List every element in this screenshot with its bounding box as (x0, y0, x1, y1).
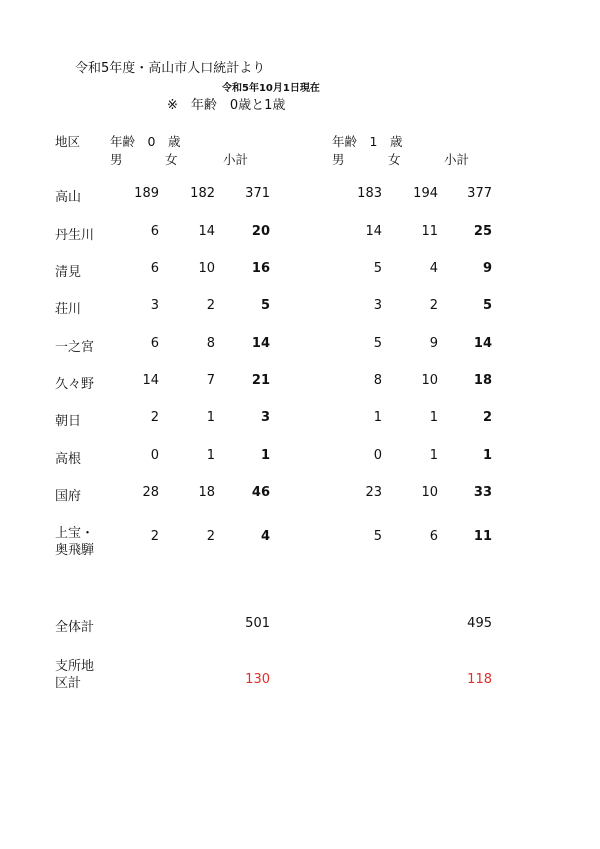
cell-age1-female: 11 (421, 224, 438, 239)
cell-age0-subtotal: 5 (260, 298, 270, 313)
cell-age0-male: 28 (142, 485, 159, 500)
row-region-label: 高山 (55, 190, 82, 205)
cell-age0-male: 6 (150, 336, 159, 351)
cell-age1-subtotal: 25 (473, 224, 492, 239)
cell-age1-male: 8 (373, 373, 382, 388)
cell-age1-subtotal: 2 (482, 410, 492, 425)
cell-age1-male: 5 (373, 261, 382, 276)
row-region-label: 上宝・ (55, 526, 95, 541)
total-age1: 495 (467, 616, 492, 631)
row-region-label: 朝日 (55, 414, 82, 429)
row-region-label: 一之宮 (55, 340, 95, 355)
cell-age0-male: 189 (134, 186, 159, 201)
cell-age1-subtotal: 5 (482, 298, 492, 313)
cell-age0-subtotal: 1 (260, 448, 270, 463)
cell-age1-male: 5 (373, 529, 382, 544)
cell-age0-subtotal: 3 (260, 410, 270, 425)
cell-age0-male: 6 (150, 261, 159, 276)
cell-age0-female: 2 (206, 529, 215, 544)
cell-age1-male: 3 (373, 298, 382, 313)
cell-age0-male: 3 (150, 298, 159, 313)
cell-age0-female: 10 (198, 261, 215, 276)
cell-age0-male: 2 (150, 410, 159, 425)
cell-age0-male: 2 (150, 529, 159, 544)
cell-age0-subtotal: 14 (251, 336, 270, 351)
cell-age1-subtotal: 377 (467, 186, 492, 201)
cell-age1-subtotal: 33 (473, 485, 492, 500)
cell-age0-female: 8 (206, 336, 215, 351)
as-of-date: 令和5年10月1日現在 (222, 83, 320, 94)
header-age1-female: 女 (388, 152, 401, 167)
cell-age0-male: 0 (150, 448, 159, 463)
cell-age1-subtotal: 14 (473, 336, 492, 351)
total-age0: 501 (245, 616, 270, 631)
cell-age0-subtotal: 21 (251, 373, 270, 388)
row-region-label: 久々野 (55, 377, 95, 392)
cell-age1-male: 183 (357, 186, 382, 201)
cell-age0-female: 1 (206, 410, 215, 425)
row-region-label: 清見 (55, 265, 82, 280)
cell-age1-female: 4 (429, 261, 438, 276)
total-label: 全体計 (55, 620, 95, 635)
cell-age1-subtotal: 11 (473, 529, 492, 544)
cell-age0-female: 7 (206, 373, 215, 388)
branch-total-age0: 130 (245, 672, 270, 687)
document-title: 令和5年度・高山市人口統計より (75, 61, 266, 76)
cell-age0-female: 1 (206, 448, 215, 463)
row-region-label: 荘川 (55, 302, 82, 317)
header-region: 地区 (55, 134, 81, 149)
cell-age1-subtotal: 18 (473, 373, 492, 388)
cell-age0-female: 14 (198, 224, 215, 239)
cell-age1-female: 10 (421, 373, 438, 388)
branch-total-label: 支所地 (55, 659, 95, 674)
cell-age1-male: 1 (373, 410, 382, 425)
cell-age1-female: 6 (429, 529, 438, 544)
cell-age1-subtotal: 9 (482, 261, 492, 276)
cell-age0-subtotal: 4 (260, 529, 270, 544)
header-age0: 年齢 0 歳 (110, 134, 181, 149)
age-note: ※ 年齢 0歳と1歳 (167, 98, 286, 113)
cell-age0-subtotal: 16 (251, 261, 270, 276)
header-age0-subtotal: 小計 (223, 152, 249, 167)
row-region-label-2: 奥飛騨 (55, 543, 95, 558)
row-region-label: 高根 (55, 452, 82, 467)
header-age0-male: 男 (110, 152, 123, 167)
cell-age1-female: 2 (429, 298, 438, 313)
row-region-label: 丹生川 (55, 228, 95, 243)
cell-age1-female: 1 (429, 410, 438, 425)
cell-age1-male: 23 (365, 485, 382, 500)
cell-age1-female: 9 (429, 336, 438, 351)
cell-age0-female: 182 (190, 186, 215, 201)
branch-total-label-2: 区計 (55, 676, 82, 691)
cell-age0-female: 18 (198, 485, 215, 500)
cell-age1-male: 14 (365, 224, 382, 239)
cell-age0-subtotal: 20 (251, 224, 270, 239)
cell-age0-subtotal: 46 (251, 485, 270, 500)
cell-age1-female: 194 (413, 186, 438, 201)
cell-age1-female: 1 (429, 448, 438, 463)
cell-age0-male: 14 (142, 373, 159, 388)
branch-total-age1: 118 (467, 672, 492, 687)
row-region-label: 国府 (55, 489, 82, 504)
header-age0-female: 女 (165, 152, 178, 167)
header-age1: 年齢 1 歳 (332, 134, 403, 149)
cell-age1-male: 5 (373, 336, 382, 351)
header-age1-subtotal: 小計 (444, 152, 470, 167)
cell-age0-female: 2 (206, 298, 215, 313)
header-age1-male: 男 (332, 152, 345, 167)
cell-age1-male: 0 (373, 448, 382, 463)
cell-age1-female: 10 (421, 485, 438, 500)
cell-age1-subtotal: 1 (482, 448, 492, 463)
cell-age0-subtotal: 371 (245, 186, 270, 201)
cell-age0-male: 6 (150, 224, 159, 239)
